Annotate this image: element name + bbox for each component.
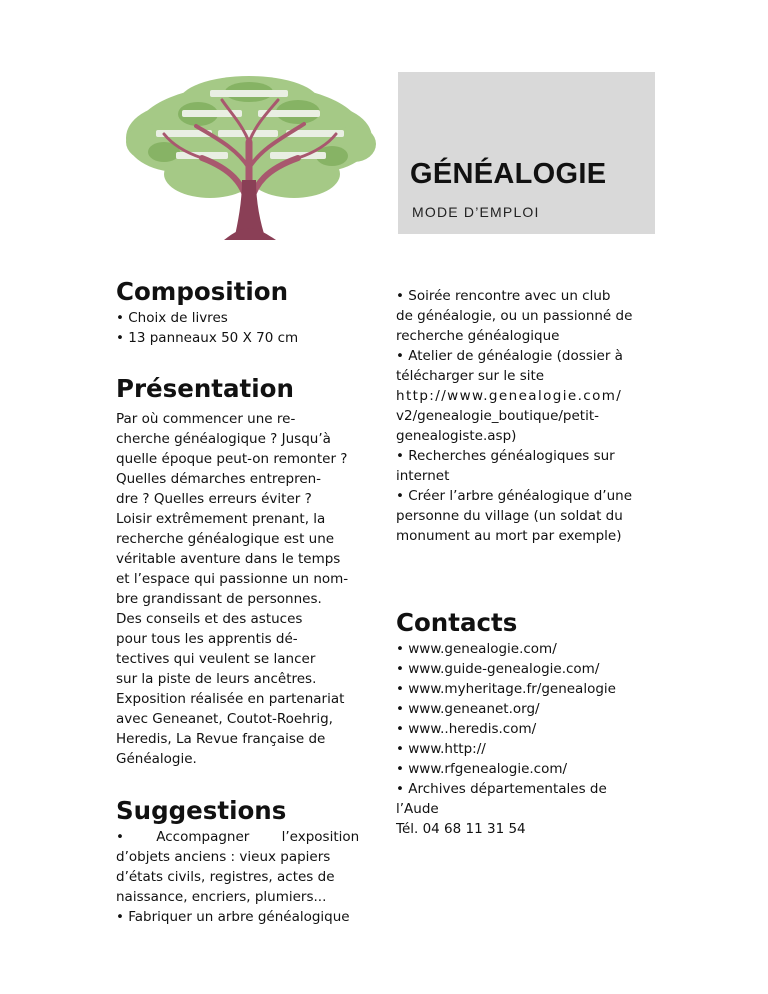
list-item: • www.rfgenealogie.com/ — [396, 761, 568, 777]
text-line: v2/genealogie_boutique/petit- — [396, 408, 600, 424]
family-tree-illustration — [118, 72, 380, 240]
text-line: Généalogie. — [116, 751, 197, 767]
list-item: • Archives départementales de — [396, 781, 607, 797]
text-line: Exposition réalisée en partenariat — [116, 691, 345, 707]
suggestions-heading: Suggestions — [116, 796, 287, 825]
phone-number: Tél. 04 68 11 31 54 — [396, 821, 526, 837]
list-item: • www.myheritage.fr/genealogie — [396, 681, 616, 697]
text-line: • Soirée rencontre avec un club — [396, 288, 611, 304]
text-line: quelle époque peut-on remonter ? — [116, 451, 348, 467]
text-line: internet — [396, 468, 450, 484]
text-line: Des conseils et des astuces — [116, 611, 303, 627]
text-line: • Atelier de généalogie (dossier à — [396, 348, 623, 364]
list-item: • 13 panneaux 50 X 70 cm — [116, 330, 299, 346]
text-line: avec Geneanet, Coutot-Roehrig, — [116, 711, 333, 727]
text-line: bre grandissant de personnes. — [116, 591, 322, 607]
text-line: véritable aventure dans le temps — [116, 551, 341, 567]
text-line: • Créer l’arbre généalogique d’une — [396, 488, 633, 504]
text-line: d’états civils, registres, actes de — [116, 869, 335, 885]
title-box — [398, 72, 655, 234]
suggestions-text — [116, 827, 366, 927]
text-line: de généalogie, ou un passionné de — [396, 308, 633, 324]
text-line: pour tous les apprentis dé- — [116, 631, 298, 647]
text-line: cherche généalogique ? Jusqu’à — [116, 431, 331, 447]
text-line: • Fabriquer un arbre généalogique — [116, 909, 350, 925]
page-title: GÉNÉALOGIE — [410, 158, 607, 190]
text-line: recherche généalogique — [396, 328, 560, 344]
text-line: Quelles démarches entrepren- — [116, 471, 322, 487]
text-line: et l’espace qui passionne un nom- — [116, 571, 349, 587]
text-line: Heredis, La Revue française de — [116, 731, 326, 747]
left-column — [116, 276, 366, 927]
list-item: • www.genealogie.com/ — [396, 641, 557, 657]
text-line: personne du village (un soldat du — [396, 508, 623, 524]
text-line: http://www.genealogie.com/ — [396, 388, 623, 404]
contacts-heading: Contacts — [396, 608, 518, 637]
text-line: • Accompagner l’exposition — [116, 829, 360, 845]
right-column — [396, 286, 654, 839]
text-line: monument au mort par exemple) — [396, 528, 622, 544]
text-line: d’objets anciens : vieux papiers — [116, 849, 331, 865]
text-line: dre ? Quelles erreurs éviter ? — [116, 491, 312, 507]
presentation-text — [116, 409, 364, 769]
list-item: • www..heredis.com/ — [396, 721, 537, 737]
contacts-list — [396, 639, 654, 839]
text-line: • Recherches généalogiques sur — [396, 448, 615, 464]
text-line: Loisir extrêmement prenant, la — [116, 511, 326, 527]
text-line: sur la piste de leurs ancêtres. — [116, 671, 317, 687]
list-item: • www.geneanet.org/ — [396, 701, 540, 717]
suggestions-continued — [396, 286, 654, 546]
presentation-heading: Présentation — [116, 374, 294, 403]
text-line: télécharger sur le site — [396, 368, 545, 384]
list-item: • Choix de livres — [116, 310, 228, 326]
list-item: • www.guide-genealogie.com/ — [396, 661, 600, 677]
text-line: recherche généalogique est une — [116, 531, 335, 547]
composition-list — [116, 308, 366, 348]
composition-heading: Composition — [116, 277, 289, 306]
list-item: l’Aude — [396, 801, 439, 817]
text-line: genealogiste.asp) — [396, 428, 517, 444]
text-line: tectives qui veulent se lancer — [116, 651, 316, 667]
list-item: • www.http:// — [396, 741, 486, 757]
text-line: naissance, encriers, plumiers... — [116, 889, 327, 905]
page-subtitle: MODE D’EMPLOI — [412, 204, 540, 220]
text-line: Par où commencer une re- — [116, 411, 296, 427]
